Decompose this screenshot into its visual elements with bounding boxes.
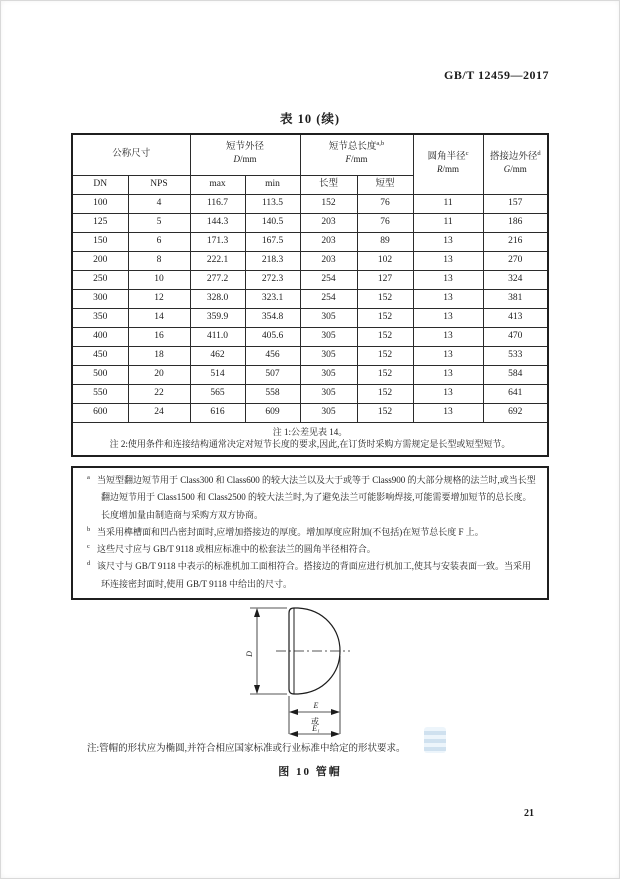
table-cell: 216 — [483, 232, 548, 251]
figure-caption: 图 10 管帽 — [278, 766, 342, 778]
table-row — [72, 365, 548, 384]
table-cell: 18 — [128, 346, 190, 365]
table-cell: 400 — [72, 327, 128, 346]
table-cell: 140.5 — [245, 213, 300, 232]
dim-label-e: E — [313, 701, 319, 710]
table-cell: 10 — [128, 270, 190, 289]
table-cell: 565 — [190, 384, 245, 403]
table-cell: 600 — [72, 403, 128, 422]
table-cell: 152 — [357, 384, 413, 403]
col-header-lap — [483, 134, 548, 194]
dim-label-d: D — [245, 651, 254, 657]
table-cell: 328.0 — [190, 289, 245, 308]
table-cell: 218.3 — [245, 251, 300, 270]
table-cell: 171.3 — [190, 232, 245, 251]
col-header-nps: NPS — [128, 175, 190, 194]
table-cell: 152 — [357, 327, 413, 346]
footnote-text: 当短型翻边短节用于 Class300 和 Class600 的较大法兰以及大于或等于 Class900 的大部分规格的法兰时,或当长型翻边短节用于 Class1500 和 Class2500 的较大法兰时,为了避免法兰可能影响焊接,可能需要增加短节的总长度。长度增加量由制造商与采购方双方协商。 — [97, 475, 536, 520]
table-cell: 250 — [72, 270, 128, 289]
table-cell: 144.3 — [190, 213, 245, 232]
table-cell: 13 — [413, 289, 483, 308]
table-row — [72, 289, 548, 308]
table-cell: 11 — [413, 194, 483, 213]
table-cell: 157 — [483, 194, 548, 213]
table-cell: 89 — [357, 232, 413, 251]
table-cell: 381 — [483, 289, 548, 308]
table-cell: 150 — [72, 232, 128, 251]
footnote-text: 该尺寸与 GB/T 9118 中表示的标准机加工面相符合。搭接边的背面应进行机加工,使其与安装表面一致。当采用环连接密封面时,使用 GB/T 9118 中给出的尺寸。 — [97, 561, 532, 589]
od-unit: D/mm — [233, 154, 257, 165]
table-cell: 450 — [72, 346, 128, 365]
col-header-nominal-size: 公称尺寸 — [72, 134, 190, 175]
table-row — [72, 308, 548, 327]
table-cell: 152 — [300, 194, 357, 213]
table-cell: 200 — [72, 251, 128, 270]
table-cell: 305 — [300, 384, 357, 403]
table-cell: 305 — [300, 327, 357, 346]
col-header-short: 短型 — [357, 175, 413, 194]
table-cell: 692 — [483, 403, 548, 422]
radius-footnote-ref: c — [465, 149, 469, 157]
table-cell: 305 — [300, 365, 357, 384]
scan-watermark-artifact — [424, 727, 446, 753]
table-cell: 514 — [190, 365, 245, 384]
table-cell: 113.5 — [245, 194, 300, 213]
lap-unit: G/mm — [503, 163, 527, 174]
table-cell: 76 — [357, 194, 413, 213]
table-cell: 13 — [413, 232, 483, 251]
footnotes-box — [71, 466, 549, 600]
table-row — [72, 327, 548, 346]
dimension-table — [71, 133, 549, 457]
table-cell: 609 — [245, 403, 300, 422]
table-cell: 11 — [413, 213, 483, 232]
table-cell: 470 — [483, 327, 548, 346]
col-header-length — [300, 134, 413, 175]
footnote: $^c$ 这些尺寸应与 GB/T 9118 或相应标准中的松套法兰的圆角半径相符合。 — [87, 543, 376, 555]
table-cell: 4 — [128, 194, 190, 213]
table-cell: 152 — [357, 346, 413, 365]
table-cell: 14 — [128, 308, 190, 327]
table-cell: 462 — [190, 346, 245, 365]
table-cell: 254 — [300, 289, 357, 308]
lap-title: 搭接边外径 — [489, 151, 538, 162]
table-cell: 500 — [72, 365, 128, 384]
col-header-max: max — [190, 175, 245, 194]
footnote-text: 这些尺寸应与 GB/T 9118 或相应标准中的松套法兰的圆角半径相符合。 — [97, 544, 376, 555]
table-cell: 350 — [72, 308, 128, 327]
col-header-radius — [413, 134, 483, 194]
table-cell: 354.8 — [245, 308, 300, 327]
table-row — [72, 194, 548, 213]
table-cell: 13 — [413, 251, 483, 270]
table-cell: 305 — [300, 403, 357, 422]
footnote: $^b$ 当采用榫槽面和凹凸密封面时,应增加搭接边的厚度。增加厚度应附加(不包括)在短节总长度 F 上。 — [87, 525, 484, 537]
table-cell: 13 — [413, 346, 483, 365]
table-cell: 13 — [413, 327, 483, 346]
table-cell: 116.7 — [190, 194, 245, 213]
radius-title: 圆角半径 — [427, 151, 466, 162]
table-cell: 186 — [483, 213, 548, 232]
pipe-cap-figure — [236, 600, 361, 742]
table-row — [72, 213, 548, 232]
table-cell: 411.0 — [190, 327, 245, 346]
dimension-table-container — [71, 133, 549, 457]
table-cell: 6 — [128, 232, 190, 251]
length-title: 短节总长度 — [328, 142, 377, 153]
table-cell: 277.2 — [190, 270, 245, 289]
table-body — [72, 194, 548, 422]
page-number: 21 — [524, 808, 534, 819]
table-cell: 641 — [483, 384, 548, 403]
table-cell: 507 — [245, 365, 300, 384]
table-cell: 254 — [300, 270, 357, 289]
table-cell: 152 — [357, 403, 413, 422]
table-cell: 359.9 — [190, 308, 245, 327]
dim-label-e1: E₁ — [312, 724, 320, 733]
col-header-od — [190, 134, 300, 175]
table-cell: 167.5 — [245, 232, 300, 251]
table-title: 表 10 (续) — [279, 112, 341, 126]
footnote-text: 当采用榫槽面和凹凸密封面时,应增加搭接边的厚度。增加厚度应附加(不包括)在短节总长度 F 上。 — [97, 526, 484, 537]
footnote: $^a$ 当短型翻边短节用于 Class300 和 Class600 的较大法兰以及大于或等于 Class900 的大部分规格的法兰时,或当长型翻边短节用于 Class1500 和 Class2500 的较大法兰时,为了避免法兰可能影响焊接,可能需要增加短节的总长度。长度增加量由制造商与采购方双方协商。 — [87, 474, 536, 520]
table-cell: 13 — [413, 308, 483, 327]
table-cell: 102 — [357, 251, 413, 270]
table-row — [72, 232, 548, 251]
table-row — [72, 251, 548, 270]
table-cell: 100 — [72, 194, 128, 213]
table-note-1: 注 1:公差见表 14。 — [272, 427, 348, 438]
dim-label-or: 或 — [311, 717, 319, 726]
table-cell: 300 — [72, 289, 128, 308]
table-row — [72, 384, 548, 403]
table-cell: 76 — [357, 213, 413, 232]
col-header-dn: DN — [72, 175, 128, 194]
table-cell: 222.1 — [190, 251, 245, 270]
col-header-min: min — [245, 175, 300, 194]
table-cell: 550 — [72, 384, 128, 403]
lap-footnote-ref: d — [537, 149, 541, 157]
length-unit: F/mm — [345, 154, 368, 165]
table-cell: 24 — [128, 403, 190, 422]
table-row — [72, 403, 548, 422]
table-cell: 203 — [300, 213, 357, 232]
table-cell: 270 — [483, 251, 548, 270]
radius-unit: R/mm — [437, 163, 460, 174]
table-cell: 8 — [128, 251, 190, 270]
table-cell: 20 — [128, 365, 190, 384]
standard-number-header: GB/T 12459—2017 — [444, 68, 549, 82]
table-cell: 13 — [413, 365, 483, 384]
table-cell: 324 — [483, 270, 548, 289]
table-cell: 203 — [300, 232, 357, 251]
table-cell: 558 — [245, 384, 300, 403]
table-cell: 305 — [300, 346, 357, 365]
table-cell: 16 — [128, 327, 190, 346]
table-cell: 152 — [357, 289, 413, 308]
table-row — [72, 346, 548, 365]
table-cell: 152 — [357, 365, 413, 384]
table-note-2: 注 2:使用条件和连接结构通常决定对短节长度的要求,因此,在订货时采购方需规定是长型或短型短节。 — [109, 438, 511, 449]
figure-note: 注:管帽的形状应为椭圆,并符合相应国家标准或行业标准中给定的形状要求。 — [87, 744, 406, 754]
table-cell: 22 — [128, 384, 190, 403]
table-cell: 152 — [357, 308, 413, 327]
table-cell: 413 — [483, 308, 548, 327]
table-cell: 125 — [72, 213, 128, 232]
table-cell: 5 — [128, 213, 190, 232]
footnote: $^d$ 该尺寸与 GB/T 9118 中表示的标准机加工面相符合。搭接边的背面应进行机加工,使其与安装表面一致。当采用环连接密封面时,使用 GB/T 9118 中给出的尺寸。 — [87, 560, 532, 589]
length-footnote-ref: a,b — [376, 140, 385, 148]
col-header-long: 长型 — [300, 175, 357, 194]
od-title: 短节外径 — [226, 142, 265, 153]
table-cell: 456 — [245, 346, 300, 365]
table-cell: 584 — [483, 365, 548, 384]
table-cell: 13 — [413, 384, 483, 403]
table-cell: 13 — [413, 403, 483, 422]
table-cell: 13 — [413, 270, 483, 289]
table-cell: 12 — [128, 289, 190, 308]
table-cell: 323.1 — [245, 289, 300, 308]
table-cell: 203 — [300, 251, 357, 270]
table-cell: 533 — [483, 346, 548, 365]
table-cell: 616 — [190, 403, 245, 422]
table-cell: 305 — [300, 308, 357, 327]
table-cell: 272.3 — [245, 270, 300, 289]
table-cell: 405.6 — [245, 327, 300, 346]
table-cell: 127 — [357, 270, 413, 289]
table-row — [72, 270, 548, 289]
table-notes-cell — [72, 422, 548, 456]
